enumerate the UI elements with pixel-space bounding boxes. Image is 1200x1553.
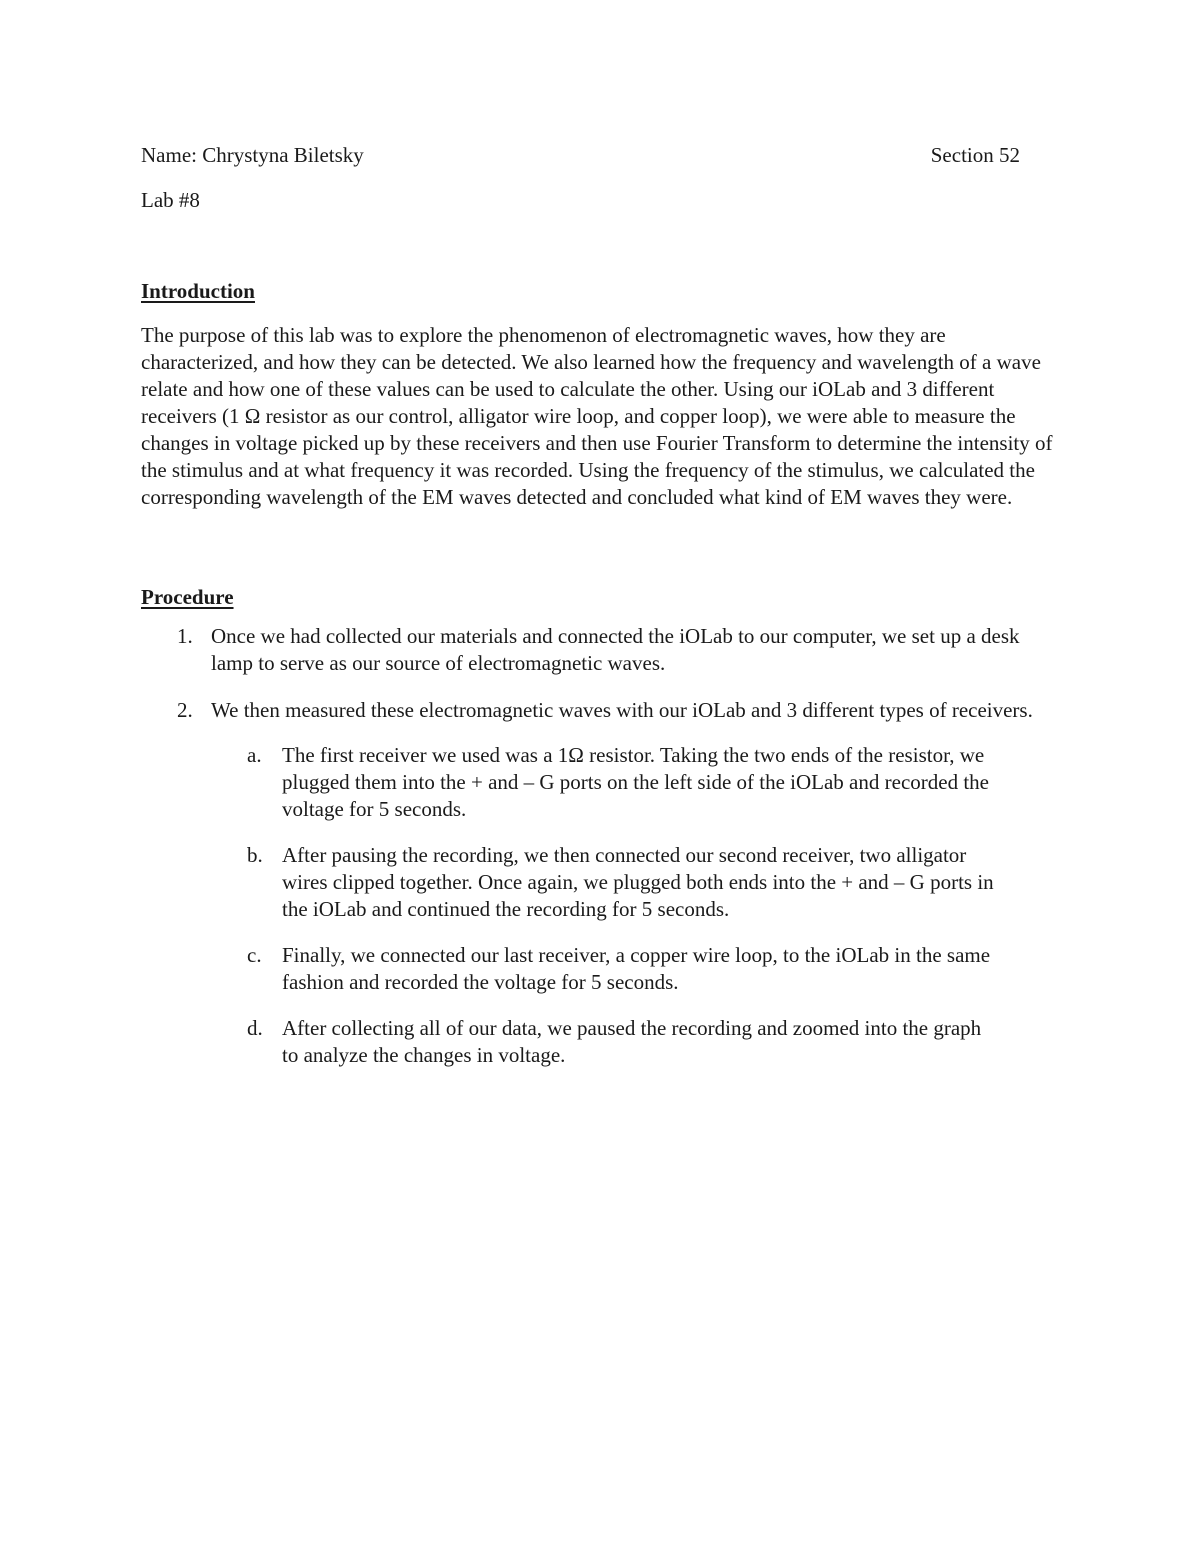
substep-letter: c. [247,943,262,967]
step-number: 2. [177,698,193,722]
substep-text: After collecting all of our data, we paused the recording and zoomed into the graph to analyze the changes in voltage. [282,1016,982,1067]
procedure-step [141,623,1061,677]
student-name: Name: Chrystyna Biletsky [141,143,364,167]
procedure-steps [141,623,1061,1069]
substep-letter: b. [247,843,263,867]
header-row [141,140,1061,172]
procedure-substeps [211,742,1061,1069]
step-number: 1. [177,624,193,648]
lab-number: Lab #8 [141,188,200,212]
procedure-substep [211,842,1002,923]
step-text: We then measured these electromagnetic waves with our iOLab and 3 different types of receivers. [211,698,1033,722]
document-page [141,140,1061,1089]
substep-letter: d. [247,1016,263,1040]
substep-text: Finally, we connected our last receiver, a copper wire loop, to the iOLab in the same fashion and recorded the voltage for 5 seconds. [282,943,991,994]
substep-text: The first receiver we used was a 1Ω resistor. Taking the two ends of the resistor, we plugged them into the + and – G ports on the left side of the iOLab and recorded the voltage for 5 seconds. [282,743,989,821]
introduction-paragraph: The purpose of this lab was to explore the phenomenon of electromagnetic waves, how they are characterized, and how they can be detected. We also learned how the frequency and wavelength of a wave relate and how one of these values can be used to calculate the other. Using our iOLab and 3 different receivers (1 Ω resistor as our control, alligator wire loop, and copper loop), we were able to measure the changes in voltage picked up by these receivers and then use Fourier Transform to determine the intensity of the stimulus and at what frequency it was recorded. Using the frequency of the stimulus, we calculated the corresponding wavelength of the EM waves detected and concluded what kind of EM waves they were. [141,323,1053,509]
procedure-substep [211,742,1002,823]
substep-text: After pausing the recording, we then connected our second receiver, two alligator wires clipped together. Once again, we plugged both ends into the + and – G ports in the iOLab and continued the recording for 5 seconds. [282,843,994,921]
procedure-step [141,697,1061,1069]
section-number: Section 52 [930,143,1020,167]
substep-letter: a. [247,743,262,767]
introduction-heading: Introduction [141,279,255,303]
procedure-substep [211,942,1002,996]
procedure-substep [211,1015,1002,1069]
step-text: Once we had collected our materials and connected the iOLab to our computer, we set up a desk lamp to serve as our source of electromagnetic waves. [211,624,1020,675]
procedure-heading: Procedure [141,585,234,609]
